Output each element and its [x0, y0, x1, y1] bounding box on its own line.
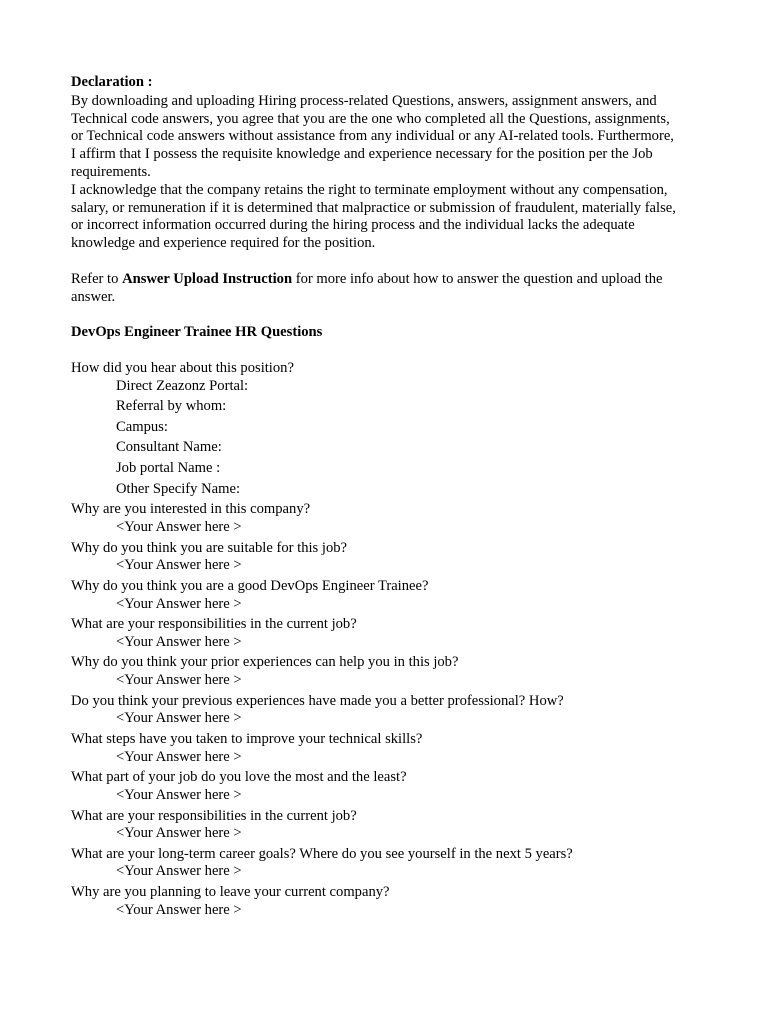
declaration-label: Declaration :: [71, 74, 153, 90]
hear-option: Direct Zeazonz Portal:: [116, 378, 249, 394]
declaration-line: Technical code answers, you agree that you are the one who completed all the Questions, assignments,: [71, 111, 670, 127]
hear-option: Referral by whom:: [116, 398, 227, 414]
answer-placeholder[interactable]: <Your Answer here >: [116, 634, 242, 650]
declaration-line: salary, or remuneration if it is determined that malpractice or submission of fraudulent, materially false,: [71, 200, 676, 216]
hear-question: How did you hear about this position?: [71, 360, 294, 376]
question: What are your responsibilities in the current job?: [71, 808, 357, 824]
answer-placeholder[interactable]: <Your Answer here >: [116, 519, 242, 535]
declaration-line: knowledge and experience required for the position.: [71, 235, 376, 251]
answer-placeholder[interactable]: <Your Answer here >: [116, 710, 242, 726]
question: Why do you think you are suitable for this job?: [71, 540, 348, 556]
question: What steps have you taken to improve your technical skills?: [71, 731, 423, 747]
hear-option: Job portal Name :: [116, 460, 221, 476]
hear-option: Campus:: [116, 419, 168, 435]
question: What are your long-term career goals? Where do you see yourself in the next 5 years?: [71, 846, 573, 862]
question: Why do you think you are a good DevOps Engineer Trainee?: [71, 578, 429, 594]
declaration-line: requirements.: [71, 164, 151, 180]
declaration-line: I affirm that I possess the requisite knowledge and experience necessary for the position per the Job: [71, 146, 653, 162]
declaration-line: By downloading and uploading Hiring process-related Questions, answers, assignment answers, and: [71, 93, 657, 109]
question: Why are you interested in this company?: [71, 501, 311, 517]
question: What are your responsibilities in the current job?: [71, 616, 357, 632]
answer-upload-instruction-link[interactable]: Answer Upload Instruction: [122, 271, 293, 287]
refer-line-2: answer.: [71, 289, 116, 305]
section-title: DevOps Engineer Trainee HR Questions: [71, 324, 323, 340]
answer-placeholder[interactable]: <Your Answer here >: [116, 787, 242, 803]
answer-placeholder[interactable]: <Your Answer here >: [116, 557, 242, 573]
question: Why are you planning to leave your current company?: [71, 884, 390, 900]
refer-prefix: Refer to: [71, 271, 123, 287]
answer-placeholder[interactable]: <Your Answer here >: [116, 863, 242, 879]
question: Why do you think your prior experiences can help you in this job?: [71, 654, 459, 670]
answer-placeholder[interactable]: <Your Answer here >: [116, 749, 242, 765]
answer-placeholder[interactable]: <Your Answer here >: [116, 596, 242, 612]
declaration-line: I acknowledge that the company retains the right to terminate employment without any compensation,: [71, 182, 668, 198]
hear-option: Consultant Name:: [116, 439, 222, 455]
answer-placeholder[interactable]: <Your Answer here >: [116, 902, 242, 918]
hear-option: Other Specify Name:: [116, 481, 241, 497]
declaration-line: or Technical code answers without assistance from any individual or any AI-related tools. Furthermore,: [71, 128, 674, 144]
refer-suffix: for more info about how to answer the question and upload the: [292, 271, 663, 287]
answer-placeholder[interactable]: <Your Answer here >: [116, 825, 242, 841]
declaration-line: or incorrect information occurred during the hiring process and the individual lacks the adequate: [71, 217, 635, 233]
refer-line: [71, 270, 663, 288]
question: Do you think your previous experiences have made you a better professional? How?: [71, 693, 564, 709]
question: What part of your job do you love the most and the least?: [71, 769, 407, 785]
answer-placeholder[interactable]: <Your Answer here >: [116, 672, 242, 688]
